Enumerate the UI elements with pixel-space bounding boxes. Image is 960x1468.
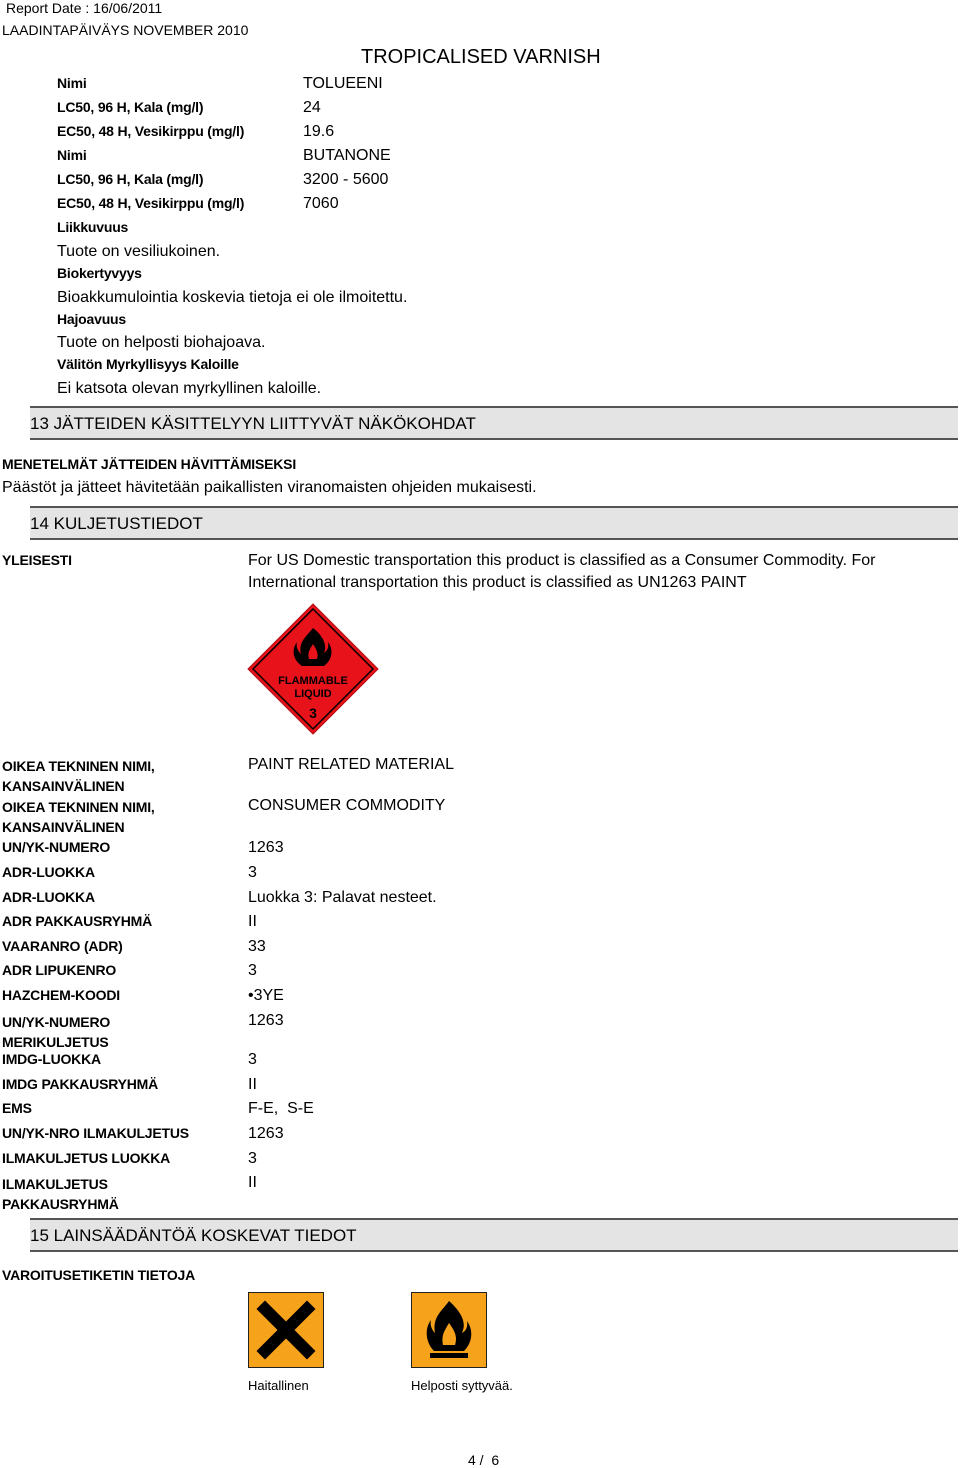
transport-label: ILMAKULJETUS LUOKKA — [2, 1150, 171, 1166]
transport-value: II — [248, 1174, 257, 1191]
mobility-text: Tuote on vesiliukoinen. — [57, 243, 221, 260]
transport-value: 1263 — [248, 1125, 284, 1142]
transport-label — [2, 756, 155, 796]
transport-value: 1263 — [248, 839, 284, 856]
transport-label — [2, 1174, 119, 1214]
transport-value: Luokka 3: Palavat nesteet. — [248, 889, 437, 906]
transport-value: CONSUMER COMMODITY — [248, 797, 446, 814]
transport-value: II — [248, 913, 257, 930]
page-number: 4 / 6 — [468, 1452, 500, 1468]
flame-icon — [412, 1293, 486, 1367]
ecotox-label: EC50, 48 H, Vesikirppu (mg/l) — [57, 195, 245, 211]
transport-value: 1263 — [248, 1012, 284, 1029]
degradability-text: Tuote on helposti biohajoava. — [57, 334, 266, 351]
transport-label-line: ILMAKULJETUS — [2, 1176, 108, 1192]
flammable-liquid-placard — [246, 602, 380, 736]
bioaccumulation-text: Bioakkumulointia koskevia tietoja ei ole ilmoitettu. — [57, 289, 408, 306]
section-14-header — [30, 506, 958, 540]
ecotox-value: TOLUEENI — [303, 75, 383, 92]
ecotox-label: LC50, 96 H, Kala (mg/l) — [57, 171, 204, 187]
section-13-header — [30, 406, 958, 440]
transport-label: ADR-LUOKKA — [2, 864, 95, 880]
ecotox-label: Nimi — [57, 147, 87, 163]
transport-label: HAZCHEM-KOODI — [2, 987, 120, 1003]
transport-label — [2, 1012, 110, 1052]
transport-value: 3 — [248, 1150, 257, 1167]
flammable-caption: Helposti syttyvää. — [411, 1378, 513, 1393]
product-name: TROPICALISED VARNISH — [361, 46, 601, 68]
transport-label — [2, 797, 155, 837]
report-date: Report Date : 16/06/2011 — [6, 0, 163, 16]
label-info-heading: VAROITUSETIKETIN TIETOJA — [2, 1267, 196, 1283]
placard-class: 3 — [309, 705, 317, 721]
transport-label-line: KANSAINVÄLINEN — [2, 778, 125, 794]
transport-value: 33 — [248, 938, 266, 955]
transport-value: 3 — [248, 1051, 257, 1068]
ecotox-value: BUTANONE — [303, 147, 391, 164]
ecotox-label: EC50, 48 H, Vesikirppu (mg/l) — [57, 123, 245, 139]
transport-label-line: MERIKULJETUS — [2, 1034, 109, 1050]
transport-value: 3 — [248, 962, 257, 979]
transport-label-line: PAKKAUSRYHMÄ — [2, 1196, 119, 1212]
disposal-methods-text: Päästöt ja jätteet hävitetään paikallisten viranomaisten ohjeiden mukaisesti. — [2, 479, 537, 496]
section-15-title: 15 LAINSÄÄDÄNTÖÄ KOSKEVAT TIEDOT — [30, 1226, 357, 1245]
transport-label: VAARANRO (ADR) — [2, 938, 123, 954]
harmful-caption: Haitallinen — [248, 1378, 309, 1393]
transport-label-line: OIKEA TEKNINEN NIMI, — [2, 758, 155, 774]
general-label: YLEISESTI — [2, 552, 72, 568]
transport-label-line: OIKEA TEKNINEN NIMI, — [2, 799, 155, 815]
ecotox-label: LC50, 96 H, Kala (mg/l) — [57, 99, 204, 115]
mobility-label: Liikkuvuus — [57, 219, 129, 235]
ecotox-value: 3200 - 5600 — [303, 171, 389, 188]
transport-label: ADR-LUOKKA — [2, 889, 95, 905]
transport-label: EMS — [2, 1100, 32, 1116]
transport-label: UN/YK-NUMERO — [2, 839, 111, 855]
transport-value: •3YE — [248, 987, 284, 1004]
flammable-pictogram — [411, 1292, 487, 1368]
ecotox-value: 7060 — [303, 195, 339, 212]
bioaccumulation-label: Biokertyvyys — [57, 265, 142, 281]
ecotox-value: 19.6 — [303, 123, 335, 140]
ecotox-value: 24 — [303, 99, 321, 116]
flame-diamond-icon — [246, 602, 380, 736]
harmful-x-icon — [249, 1293, 323, 1367]
general-text — [248, 550, 875, 594]
transport-label: IMDG PAKKAUSRYHMÄ — [2, 1076, 159, 1092]
placard-line1: FLAMMABLE — [278, 675, 348, 687]
transport-label-line: KANSAINVÄLINEN — [2, 819, 125, 835]
ecotox-label: Nimi — [57, 75, 87, 91]
revision-date: LAADINTAPÄIVÄYS NOVEMBER 2010 — [2, 22, 249, 38]
fish-toxicity-label: Välitön Myrkyllisyys Kaloille — [57, 356, 239, 372]
placard-line2: LIQUID — [294, 688, 332, 700]
transport-value: F-E, S-E — [248, 1100, 314, 1117]
degradability-label: Hajoavuus — [57, 311, 126, 327]
transport-label: UN/YK-NRO ILMAKULJETUS — [2, 1125, 189, 1141]
transport-label-line: UN/YK-NUMERO — [2, 1014, 111, 1030]
transport-label: ADR LIPUKENRO — [2, 962, 117, 978]
transport-value: II — [248, 1076, 257, 1093]
transport-label: ADR PAKKAUSRYHMÄ — [2, 913, 153, 929]
disposal-methods-heading: MENETELMÄT JÄTTEIDEN HÄVITTÄMISEKSI — [2, 456, 297, 472]
section-13-title: 13 JÄTTEIDEN KÄSITTELYYN LIITTYVÄT NÄKÖKOHDAT — [30, 414, 476, 433]
transport-label: IMDG-LUOKKA — [2, 1051, 101, 1067]
transport-value: PAINT RELATED MATERIAL — [248, 756, 454, 773]
transport-value: 3 — [248, 864, 257, 881]
harmful-pictogram — [248, 1292, 324, 1368]
general-text-line: For US Domestic transportation this product is classified as a Consumer Commodity. For — [248, 552, 876, 569]
section-14-title: 14 KULJETUSTIEDOT — [30, 514, 203, 533]
general-text-line: International transportation this product is classified as UN1263 PAINT — [248, 574, 747, 591]
fish-toxicity-text: Ei katsota olevan myrkyllinen kaloille. — [57, 380, 322, 397]
section-15-header — [30, 1218, 958, 1252]
